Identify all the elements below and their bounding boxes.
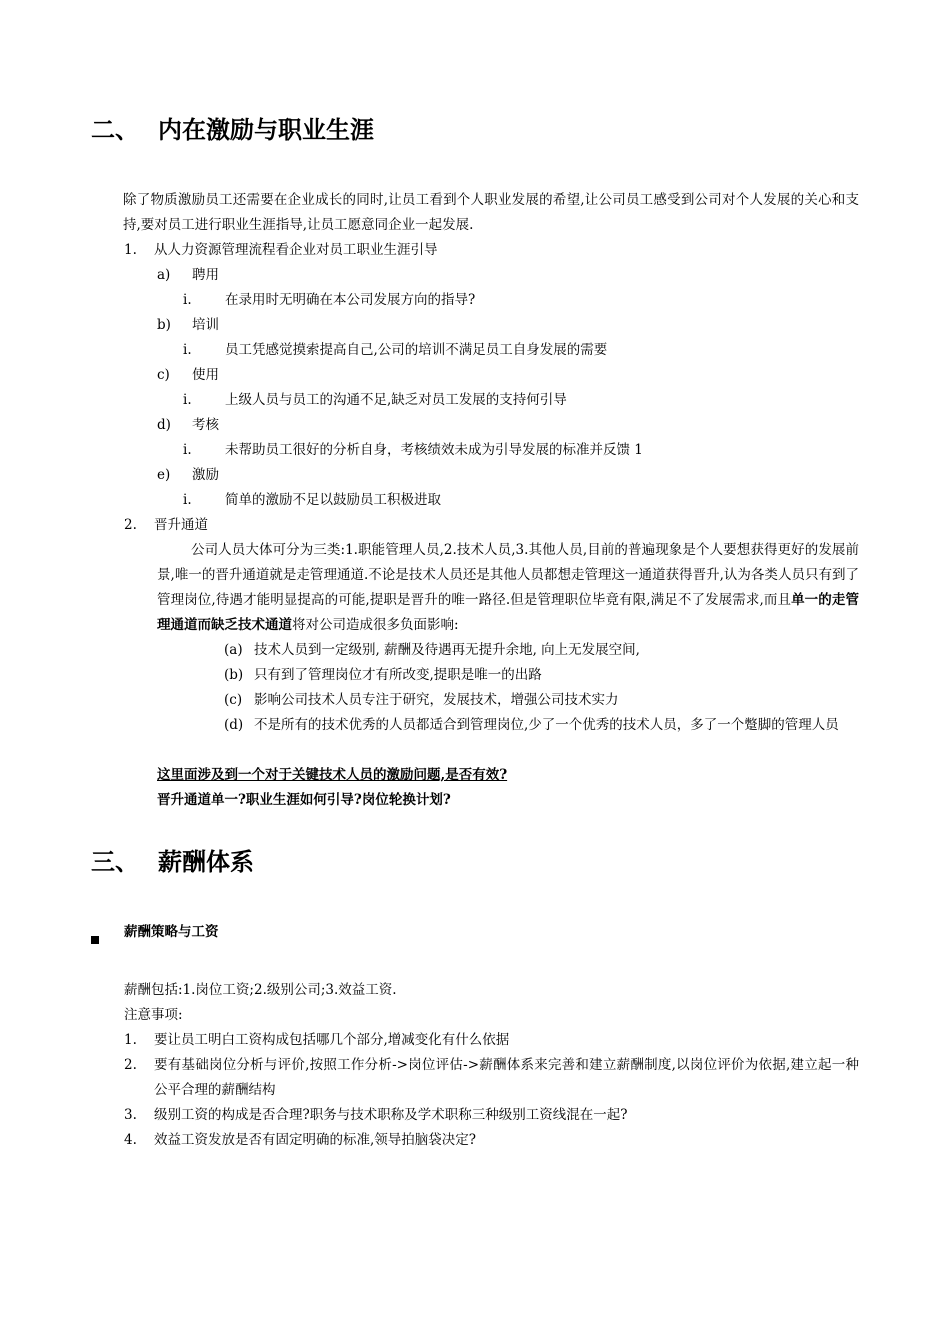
section-2-intro: 除了物质激励员工还需要在企业成长的同时,让员工看到个人职业发展的希望,让公司员工感受到公司对个人发展的关心和支持,要对员工进行职业生涯指导,让员工愿意同企业一起发展. <box>123 192 859 233</box>
square-bullet-icon <box>91 929 99 948</box>
sub-c-label: 使用 <box>192 367 219 383</box>
effect-d-label: (d) <box>224 717 244 733</box>
section-3-title: 薪酬体系 <box>158 848 254 876</box>
note-2-text: 要有基础岗位分析与评价,按照工作分析->岗位评估->薪酬体系来完善和建立薪酬制度,以岗位评价为依据,建立起一种公平合理的薪酬结构 <box>154 1057 859 1098</box>
sub-d-label: 考核 <box>192 417 219 433</box>
item-1-number: 1. <box>124 242 137 258</box>
sub-d-letter: d) <box>157 417 171 433</box>
effect-c-label: (c) <box>224 692 243 708</box>
item-1-text: 从人力资源管理流程看企业对员工职业生涯引导 <box>154 242 438 258</box>
key-question-1: 这里面涉及到一个对于关键技术人员的激励问题,是否有效? <box>157 767 508 783</box>
promotion-paragraph-part2: 将对公司造成很多负面影响: <box>292 617 459 633</box>
note-3-number: 3. <box>124 1107 137 1123</box>
section-3-number: 三、 <box>91 848 139 876</box>
sub-b-letter: b) <box>157 317 171 333</box>
sub-a-letter: a) <box>157 267 171 283</box>
effect-b-text: 只有到了管理岗位才有所改变,提职是唯一的出路 <box>254 667 542 683</box>
sub-e-letter: e) <box>157 467 171 483</box>
sub-e-label: 激励 <box>192 467 219 483</box>
note-4-number: 4. <box>124 1132 137 1148</box>
note-1-number: 1. <box>124 1032 137 1048</box>
note-1-text: 要让员工明白工资构成包括哪几个部分,增减变化有什么依据 <box>154 1032 510 1048</box>
key-question-2: 晋升通道单一?职业生涯如何引导?岗位轮换计划? <box>157 792 451 808</box>
note-2-number: 2. <box>124 1057 137 1073</box>
sub-c-roman: i. <box>183 392 192 408</box>
sub-e-detail: 简单的激励不足以鼓励员工积极进取 <box>225 492 441 508</box>
sub-a-label: 聘用 <box>192 267 219 283</box>
salary-composition: 薪酬包括:1.岗位工资;2.级别公司;3.效益工资. <box>124 982 397 998</box>
sub-c-letter: c) <box>157 367 170 383</box>
promotion-paragraph-bold: 单一的走管理通道而缺乏技术通道 <box>157 592 859 633</box>
item-2-number: 2. <box>124 517 137 533</box>
sub-a-roman: i. <box>183 292 192 308</box>
promotion-paragraph <box>157 538 859 638</box>
sub-b-roman: i. <box>183 342 192 358</box>
sub-b-label: 培训 <box>192 317 219 333</box>
section-2-title: 内在激励与职业生涯 <box>158 116 374 144</box>
promotion-paragraph-part1: 公司人员大体可分为三类:1.职能管理人员,2.技术人员,3.其他人员,目前的普遍现象是个人要想获得更好的发展前景,唯一的晋升通道就是走管理通道.不论是技术人员还是其他人员都想走管理这一通道获得晋升,认为各类人员只有到了管理岗位,待遇才能明显提高的可能,提职是晋升的唯一路径.但是管理职位毕竟有限,满足不了发展需求,而且 <box>157 542 859 608</box>
effect-a-label: (a) <box>224 642 243 658</box>
sub-c-detail: 上级人员与员工的沟通不足,缺乏对员工发展的支持何引导 <box>225 392 567 408</box>
salary-strategy-heading: 薪酬策略与工资 <box>124 924 219 940</box>
sub-e-roman: i. <box>183 492 192 508</box>
sub-b-detail: 员工凭感觉摸索提高自己,公司的培训不满足员工自身发展的需要 <box>225 342 608 358</box>
note-3-text: 级别工资的构成是否合理?职务与技术职称及学术职称三种级别工资线混在一起? <box>154 1107 628 1123</box>
note-4-text: 效益工资发放是否有固定明确的标准,领导拍脑袋决定? <box>154 1132 477 1148</box>
sub-a-detail: 在录用时无明确在本公司发展方向的指导? <box>225 292 476 308</box>
item-2-text: 晋升通道 <box>154 517 208 533</box>
effect-b-label: (b) <box>224 667 244 683</box>
effect-c-text: 影响公司技术人员专注于研究，发展技术，增强公司技术实力 <box>254 692 619 708</box>
sub-d-roman: i. <box>183 442 192 458</box>
effect-a-text: 技术人员到一定级别, 薪酬及待遇再无提升余地, 向上无发展空间, <box>254 642 640 658</box>
effect-d-text: 不是所有的技术优秀的人员都适合到管理岗位,少了一个优秀的技术人员，多了一个蹩脚的管理人员 <box>254 717 839 733</box>
notes-label: 注意事项: <box>124 1007 183 1023</box>
sub-d-detail: 未帮助员工很好的分析自身，考核绩效未成为引导发展的标准并反馈 1 <box>225 442 643 458</box>
section-2-number: 二、 <box>91 116 139 144</box>
